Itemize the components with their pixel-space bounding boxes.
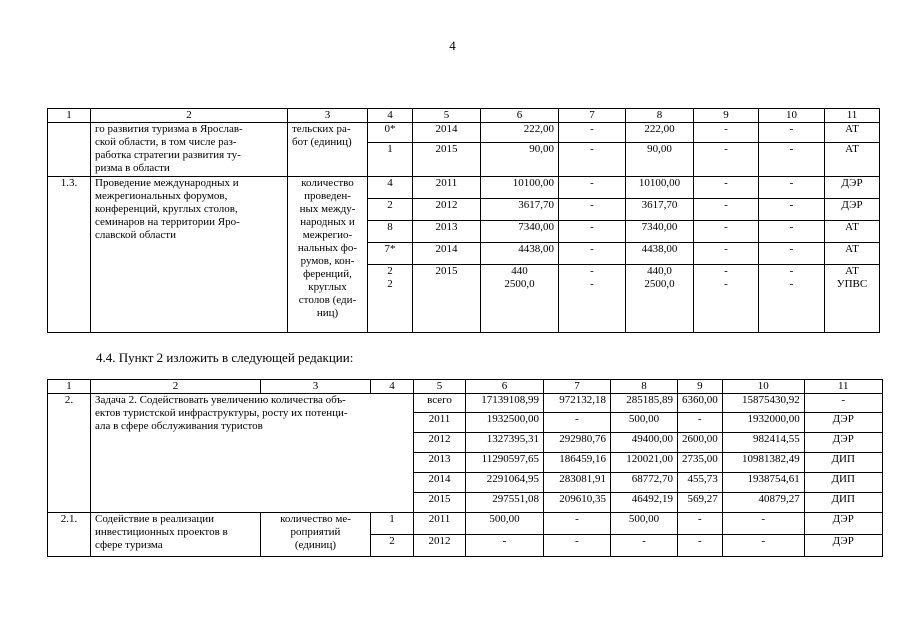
year: 2013 <box>414 453 466 473</box>
other: - <box>759 199 825 221</box>
qty: 1 <box>371 513 414 535</box>
executor: ДЭР <box>804 513 882 535</box>
reg: 49400,00 <box>611 433 678 453</box>
loc: - <box>694 221 759 243</box>
qty: 2 <box>371 535 414 557</box>
year: 2015 <box>413 143 481 177</box>
total: 297551,08 <box>466 493 544 513</box>
table-row <box>48 394 883 413</box>
task-name: Задача 2. Содействовать увеличению количества объ- ектов туристской инфраструктуры, росту их потенци- ала в сфере обслуживания туристов <box>91 394 414 513</box>
reg: 440,0 2500,0 <box>626 265 694 333</box>
table-2-header-row <box>48 380 883 394</box>
other: - - <box>759 265 825 333</box>
fed: - <box>544 535 611 557</box>
header-cell: 10 <box>759 109 825 123</box>
loc: - <box>678 513 723 535</box>
year: 2011 <box>414 513 466 535</box>
header-cell: 11 <box>804 380 882 394</box>
fed: 292980,76 <box>544 433 611 453</box>
executor: - <box>804 394 882 413</box>
header-cell: 1 <box>48 109 91 123</box>
table-1 <box>47 108 880 333</box>
year: 2011 <box>414 413 466 433</box>
other: 982414,55 <box>722 433 804 453</box>
loc: - <box>694 123 759 143</box>
other: - <box>759 177 825 199</box>
reg: - <box>611 535 678 557</box>
header-cell: 10 <box>722 380 804 394</box>
header-cell: 4 <box>368 109 413 123</box>
header-cell: 3 <box>261 380 371 394</box>
reg: 90,00 <box>626 143 694 177</box>
qty: 7* <box>368 243 413 265</box>
table-row <box>48 123 880 143</box>
year: 2012 <box>414 535 466 557</box>
reg: 3617,70 <box>626 199 694 221</box>
table-1-header-row <box>48 109 880 123</box>
loc: - <box>694 199 759 221</box>
fed: - <box>544 513 611 535</box>
fed: - <box>559 123 626 143</box>
fed: - <box>559 199 626 221</box>
row-number <box>48 123 91 177</box>
year: 2015 <box>413 265 481 333</box>
executor: ДИП <box>804 453 882 473</box>
row-number: 2.1. <box>48 513 91 557</box>
year: всего <box>414 394 466 413</box>
loc: - <box>678 535 723 557</box>
fed: - <box>559 243 626 265</box>
reg: 46492,19 <box>611 493 678 513</box>
total: 222,00 <box>481 123 559 143</box>
fed: 209610,35 <box>544 493 611 513</box>
header-cell: 5 <box>414 380 466 394</box>
loc: - <box>694 243 759 265</box>
other: 15875430,92 <box>722 394 804 413</box>
fed: - - <box>559 265 626 333</box>
table-row <box>48 177 880 199</box>
qty: 2 2 <box>368 265 413 333</box>
total: 500,00 <box>466 513 544 535</box>
indicator: тельских ра- бот (единиц) <box>288 123 368 177</box>
qty: 1 <box>368 143 413 177</box>
loc: - <box>678 413 723 433</box>
activity-name: Проведение международных и межрегиональных форумов, конференций, круглых столов, семинаров на территории Яро- славской области <box>91 177 288 333</box>
total: 1327395,31 <box>466 433 544 453</box>
executor: ДЭР <box>804 433 882 453</box>
header-cell: 4 <box>371 380 414 394</box>
fed: 283081,91 <box>544 473 611 493</box>
other: - <box>759 143 825 177</box>
header-cell: 7 <box>544 380 611 394</box>
reg: 500,00 <box>611 413 678 433</box>
other: 40879,27 <box>722 493 804 513</box>
other: - <box>722 535 804 557</box>
page-number: 4 <box>449 38 456 53</box>
total: 11290597,65 <box>466 453 544 473</box>
reg: 68772,70 <box>611 473 678 493</box>
other: 1932000,00 <box>722 413 804 433</box>
loc: 455,73 <box>678 473 723 493</box>
amendment-paragraph: 4.4. Пункт 2 изложить в следующей редакции: <box>96 350 354 365</box>
header-cell: 8 <box>611 380 678 394</box>
other: - <box>759 221 825 243</box>
total: - <box>466 535 544 557</box>
qty: 0* <box>368 123 413 143</box>
activity-name: Содействие в реализации инвестиционных проектов в сфере туризма <box>91 513 261 557</box>
executor: АТ <box>825 221 880 243</box>
year: 2011 <box>413 177 481 199</box>
row-number: 1.3. <box>48 177 91 333</box>
reg: 285185,89 <box>611 394 678 413</box>
reg: 7340,00 <box>626 221 694 243</box>
year: 2013 <box>413 221 481 243</box>
header-cell: 3 <box>288 109 368 123</box>
header-cell: 6 <box>466 380 544 394</box>
header-cell: 9 <box>678 380 723 394</box>
qty: 4 <box>368 177 413 199</box>
executor: АТ УПВС <box>825 265 880 333</box>
total: 3617,70 <box>481 199 559 221</box>
fed: 972132,18 <box>544 394 611 413</box>
header-cell: 2 <box>91 380 261 394</box>
reg: 222,00 <box>626 123 694 143</box>
reg: 4438,00 <box>626 243 694 265</box>
year: 2012 <box>413 199 481 221</box>
year: 2014 <box>413 123 481 143</box>
total: 440 2500,0 <box>481 265 559 333</box>
other: 10981382,49 <box>722 453 804 473</box>
other: - <box>759 123 825 143</box>
header-cell: 2 <box>91 109 288 123</box>
total: 17139108,99 <box>466 394 544 413</box>
loc: - <box>694 143 759 177</box>
header-cell: 1 <box>48 380 91 394</box>
indicator: количество ме- роприятий (единиц) <box>261 513 371 557</box>
header-cell: 6 <box>481 109 559 123</box>
indicator: количество проведен- ных между- народных и межрегио- нальных фо- румов, кон- ференций, круглых столов (еди- ниц) <box>288 177 368 333</box>
table-2 <box>47 379 883 557</box>
total: 1932500,00 <box>466 413 544 433</box>
reg: 120021,00 <box>611 453 678 473</box>
other: - <box>759 243 825 265</box>
total: 10100,00 <box>481 177 559 199</box>
activity-name: го развития туризма в Ярослав- ской области, в том числе раз- работка стратегии развития ту- ризма в области <box>91 123 288 177</box>
year: 2012 <box>414 433 466 453</box>
header-cell: 11 <box>825 109 880 123</box>
executor: АТ <box>825 123 880 143</box>
header-cell: 8 <box>626 109 694 123</box>
loc: 6360,00 <box>678 394 723 413</box>
qty: 8 <box>368 221 413 243</box>
reg: 500,00 <box>611 513 678 535</box>
loc: 569,27 <box>678 493 723 513</box>
executor: ДИП <box>804 473 882 493</box>
total: 2291064,95 <box>466 473 544 493</box>
header-cell: 5 <box>413 109 481 123</box>
fed: - <box>544 413 611 433</box>
executor: ДЭР <box>825 199 880 221</box>
fed: - <box>559 143 626 177</box>
loc: 2735,00 <box>678 453 723 473</box>
executor: АТ <box>825 243 880 265</box>
header-cell: 9 <box>694 109 759 123</box>
executor: ДЭР <box>804 413 882 433</box>
reg: 10100,00 <box>626 177 694 199</box>
year: 2015 <box>414 493 466 513</box>
total: 7340,00 <box>481 221 559 243</box>
other: 1938754,61 <box>722 473 804 493</box>
executor: ДЭР <box>825 177 880 199</box>
year: 2014 <box>413 243 481 265</box>
loc: 2600,00 <box>678 433 723 453</box>
header-cell: 7 <box>559 109 626 123</box>
row-number: 2. <box>48 394 91 513</box>
loc: - - <box>694 265 759 333</box>
executor: АТ <box>825 143 880 177</box>
executor: ДЭР <box>804 535 882 557</box>
fed: - <box>559 177 626 199</box>
executor: ДИП <box>804 493 882 513</box>
other: - <box>722 513 804 535</box>
fed: - <box>559 221 626 243</box>
fed: 186459,16 <box>544 453 611 473</box>
total: 4438,00 <box>481 243 559 265</box>
qty: 2 <box>368 199 413 221</box>
loc: - <box>694 177 759 199</box>
total: 90,00 <box>481 143 559 177</box>
table-row <box>48 513 883 535</box>
year: 2014 <box>414 473 466 493</box>
